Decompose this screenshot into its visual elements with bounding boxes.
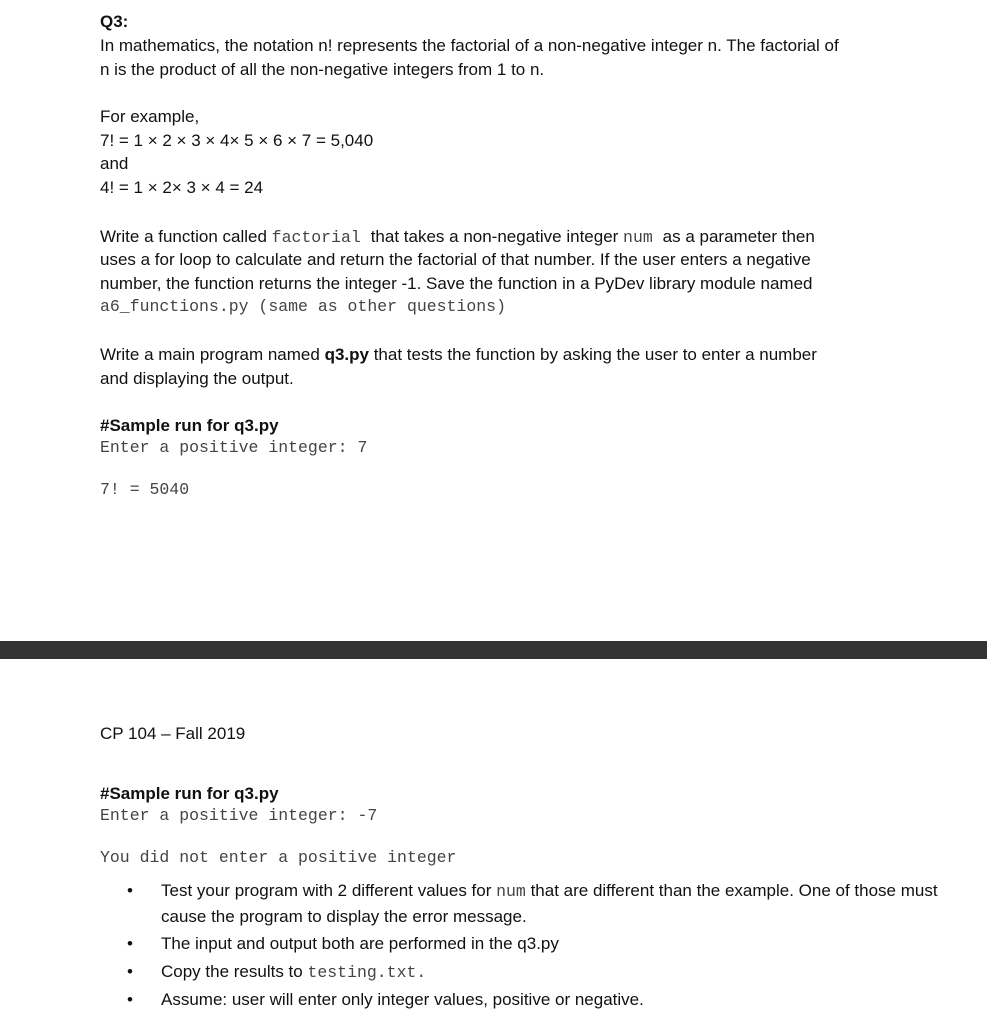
example-4-factorial: 4! = 1 × 2× 3 × 4 = 24 bbox=[100, 178, 264, 197]
sample-run-output: 7! = 5040 bbox=[100, 480, 190, 499]
example-label: For example, bbox=[100, 107, 200, 126]
main-program-line-2: and displaying the output. bbox=[100, 369, 294, 388]
course-header: CP 104 – Fall 2019 bbox=[100, 724, 246, 743]
function-description-line-2: uses a for loop to calculate and return the factorial of that number. If the user enters a negative bbox=[100, 250, 811, 269]
module-name-code: a6_functions.py (same as other questions) bbox=[100, 297, 506, 316]
bullet-1-text-a: Test your program with 2 different values for bbox=[161, 881, 497, 900]
and-text: and bbox=[100, 154, 129, 173]
function-text-2: that takes a non-negative integer bbox=[370, 227, 624, 246]
sample-run-heading: #Sample run for q3.py bbox=[100, 416, 279, 435]
sample-run-prompt: Enter a positive integer: 7 bbox=[100, 438, 368, 457]
main-text-1: Write a main program named bbox=[100, 345, 325, 364]
list-item bbox=[161, 932, 951, 957]
sample-run-prompt-2: Enter a positive integer: -7 bbox=[100, 806, 378, 825]
param-name-code: num bbox=[623, 228, 663, 247]
main-file-name: q3.py bbox=[324, 345, 369, 364]
example-7-factorial: 7! = 1 × 2 × 3 × 4× 5 × 6 × 7 = 5,040 bbox=[100, 131, 374, 150]
intro-line-1: In mathematics, the notation n! represents the factorial of a non-negative integer n. The factorial of bbox=[100, 36, 839, 55]
bullet-3-text: Copy the results to bbox=[161, 961, 308, 981]
function-text-3: as a parameter then bbox=[662, 227, 815, 246]
function-name-code: factorial bbox=[271, 228, 371, 247]
bullet-4-text: Assume: user will enter only integer values, positive or negative. bbox=[161, 990, 644, 1009]
main-program-line-1 bbox=[100, 343, 817, 367]
list-item bbox=[161, 960, 951, 986]
function-description-line-1 bbox=[100, 225, 815, 250]
bullet-1-text-b: that are different than the example. One of those must cause the program to display the error message. bbox=[161, 881, 938, 926]
list-item bbox=[161, 879, 951, 929]
function-text-1: Write a function called bbox=[100, 227, 272, 246]
function-description-line-3: number, the function returns the integer -1. Save the function in a PyDev library module named bbox=[100, 274, 813, 293]
intro-line-2: n is the product of all the non-negative integers from 1 to n. bbox=[100, 60, 545, 79]
bullet-3-code: testing.txt. bbox=[307, 962, 427, 982]
sample-run-error-output: You did not enter a positive integer bbox=[100, 848, 457, 867]
bullet-1-code: num bbox=[496, 882, 526, 901]
bullet-2-text: The input and output both are performed in the q3.py bbox=[161, 934, 559, 953]
sample-run-heading-2: #Sample run for q3.py bbox=[100, 784, 279, 803]
question-title: Q3: bbox=[100, 12, 129, 31]
instructions-list bbox=[100, 879, 951, 1016]
main-text-2: that tests the function by asking the user to enter a number bbox=[368, 345, 817, 364]
page-break-divider bbox=[0, 641, 987, 659]
list-item bbox=[161, 988, 951, 1013]
